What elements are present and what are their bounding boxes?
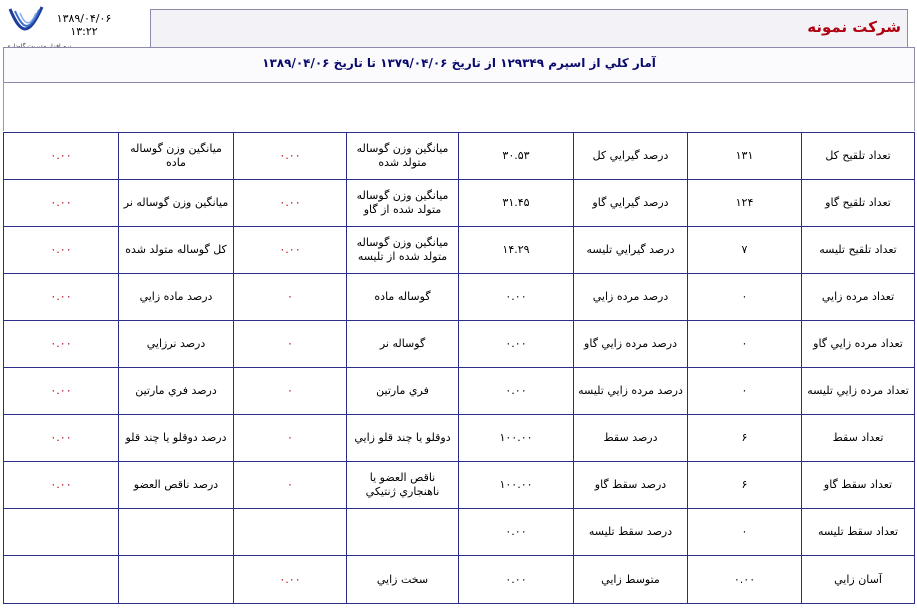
stat-label — [119, 509, 234, 556]
stat-label: تعداد مرده زايي تليسه — [802, 368, 915, 415]
stat-value: ۰.۰۰ — [4, 227, 119, 274]
table-row — [4, 180, 915, 227]
stat-label: ميانگين وزن گوساله متولد شده از گاو — [347, 180, 459, 227]
stat-label — [347, 509, 459, 556]
stat-value: ۰.۰۰ — [4, 415, 119, 462]
stat-label: درصد گيرايي گاو — [574, 180, 688, 227]
stat-label: درصد مرده زايي — [574, 274, 688, 321]
stat-label: ميانگين وزن گوساله نر — [119, 180, 234, 227]
stat-label: ناقص العضو يا ناهنجاري ژنتيكي — [347, 462, 459, 509]
report-title: آمار كلي از اسپرم ۱۲۹۳۴۹ از تاريخ ۱۳۷۹/۰۴/۰۶ تا تاريخ ۱۳۸۹/۰۴/۰۶ — [262, 56, 656, 70]
company-name: شركت نمونه — [807, 18, 901, 36]
stat-value: ۱۲۴ — [688, 180, 802, 227]
stat-label: درصد ناقص العضو — [119, 462, 234, 509]
stat-label: درصد ماده زايي — [119, 274, 234, 321]
table-row — [4, 415, 915, 462]
stat-label: تعداد مرده زايي — [802, 274, 915, 321]
stat-label: درصد سقط تليسه — [574, 509, 688, 556]
stat-label: درصد گيرايي تليسه — [574, 227, 688, 274]
stat-value: ۰.۰۰ — [459, 556, 574, 604]
stat-label: تعداد سقط گاو — [802, 462, 915, 509]
stat-value: ۳۰.۵۳ — [459, 133, 574, 180]
stat-value: ۰.۰۰ — [459, 368, 574, 415]
stat-label: گوساله نر — [347, 321, 459, 368]
stat-label: تعداد تلقيح كل — [802, 133, 915, 180]
stat-value: ۱۰۰.۰۰ — [459, 462, 574, 509]
stat-value: ۰ — [234, 462, 347, 509]
spacer-row — [3, 82, 915, 131]
stat-label: درصد سقط — [574, 415, 688, 462]
stat-label: درصد مرده زايي تليسه — [574, 368, 688, 415]
stat-value: ۰ — [688, 274, 802, 321]
statistics-table — [3, 132, 915, 604]
stat-label: دوقلو يا چند قلو زايي — [347, 415, 459, 462]
stat-label: تعداد مرده زايي گاو — [802, 321, 915, 368]
stat-label: آسان زايي — [802, 556, 915, 604]
table-row — [4, 509, 915, 556]
stat-label: ميانگين وزن گوساله ماده — [119, 133, 234, 180]
company-logo-icon — [6, 3, 46, 41]
stat-value: ۰ — [234, 274, 347, 321]
stat-label: درصد دوقلو يا چند قلو — [119, 415, 234, 462]
stat-value: ۱۰۰.۰۰ — [459, 415, 574, 462]
stat-value: ۰ — [234, 321, 347, 368]
stat-label: فري مارتين — [347, 368, 459, 415]
stat-value: ۰.۰۰ — [234, 180, 347, 227]
stat-label: گوساله ماده — [347, 274, 459, 321]
stat-label: تعداد سقط تليسه — [802, 509, 915, 556]
stat-value: ۷ — [688, 227, 802, 274]
stat-label: درصد فري مارتين — [119, 368, 234, 415]
stat-value — [234, 509, 347, 556]
stat-value: ۰.۰۰ — [688, 556, 802, 604]
stat-value: ۶ — [688, 415, 802, 462]
stat-value: ۰.۰۰ — [234, 227, 347, 274]
stat-label: ميانگين وزن گوساله متولد شده از تليسه — [347, 227, 459, 274]
stat-value: ۰.۰۰ — [4, 321, 119, 368]
stat-value: ۰ — [688, 509, 802, 556]
stat-value: ۰.۰۰ — [234, 133, 347, 180]
stat-value: ۳۱.۴۵ — [459, 180, 574, 227]
stat-value: ۰ — [688, 321, 802, 368]
print-date: ۱۳۸۹/۰۴/۰۶ — [56, 12, 112, 25]
stat-label: درصد سقط گاو — [574, 462, 688, 509]
print-time: ۱۳:۲۲ — [70, 25, 98, 38]
stat-value: ۰.۰۰ — [4, 462, 119, 509]
stat-value: ۰.۰۰ — [4, 368, 119, 415]
table-row — [4, 368, 915, 415]
stat-label: تعداد تلقيح گاو — [802, 180, 915, 227]
table-row — [4, 274, 915, 321]
stat-label: متوسط زايي — [574, 556, 688, 604]
stat-value — [4, 509, 119, 556]
stat-label: تعداد سقط — [802, 415, 915, 462]
stat-label: تعداد تلقيح تليسه — [802, 227, 915, 274]
stat-value: ۰.۰۰ — [4, 180, 119, 227]
stat-value: ۰ — [688, 368, 802, 415]
report-title-bar — [3, 47, 915, 83]
company-banner — [150, 9, 908, 48]
stat-label: درصد مرده زايي گاو — [574, 321, 688, 368]
table-row — [4, 556, 915, 604]
stat-label: سخت زايي — [347, 556, 459, 604]
stat-label: ميانگين وزن گوساله متولد شده — [347, 133, 459, 180]
stat-value: ۰ — [234, 368, 347, 415]
stat-label: درصد گيرايي كل — [574, 133, 688, 180]
table-row — [4, 133, 915, 180]
table-row — [4, 462, 915, 509]
stat-value — [4, 556, 119, 604]
stat-value: ۰.۰۰ — [459, 321, 574, 368]
print-datetime — [56, 12, 112, 38]
stat-value: ۱۳۱ — [688, 133, 802, 180]
stat-label — [119, 556, 234, 604]
stat-label: كل گوساله متولد شده — [119, 227, 234, 274]
stat-value: ۶ — [688, 462, 802, 509]
stat-value: ۰.۰۰ — [234, 556, 347, 604]
stat-value: ۰ — [234, 415, 347, 462]
stat-value: ۰.۰۰ — [459, 509, 574, 556]
stat-value: ۰.۰۰ — [4, 133, 119, 180]
stat-value: ۱۴.۲۹ — [459, 227, 574, 274]
table-row — [4, 321, 915, 368]
stat-value: ۰.۰۰ — [4, 274, 119, 321]
stat-value: ۰.۰۰ — [459, 274, 574, 321]
table-row — [4, 227, 915, 274]
stat-label: درصد نرزايي — [119, 321, 234, 368]
